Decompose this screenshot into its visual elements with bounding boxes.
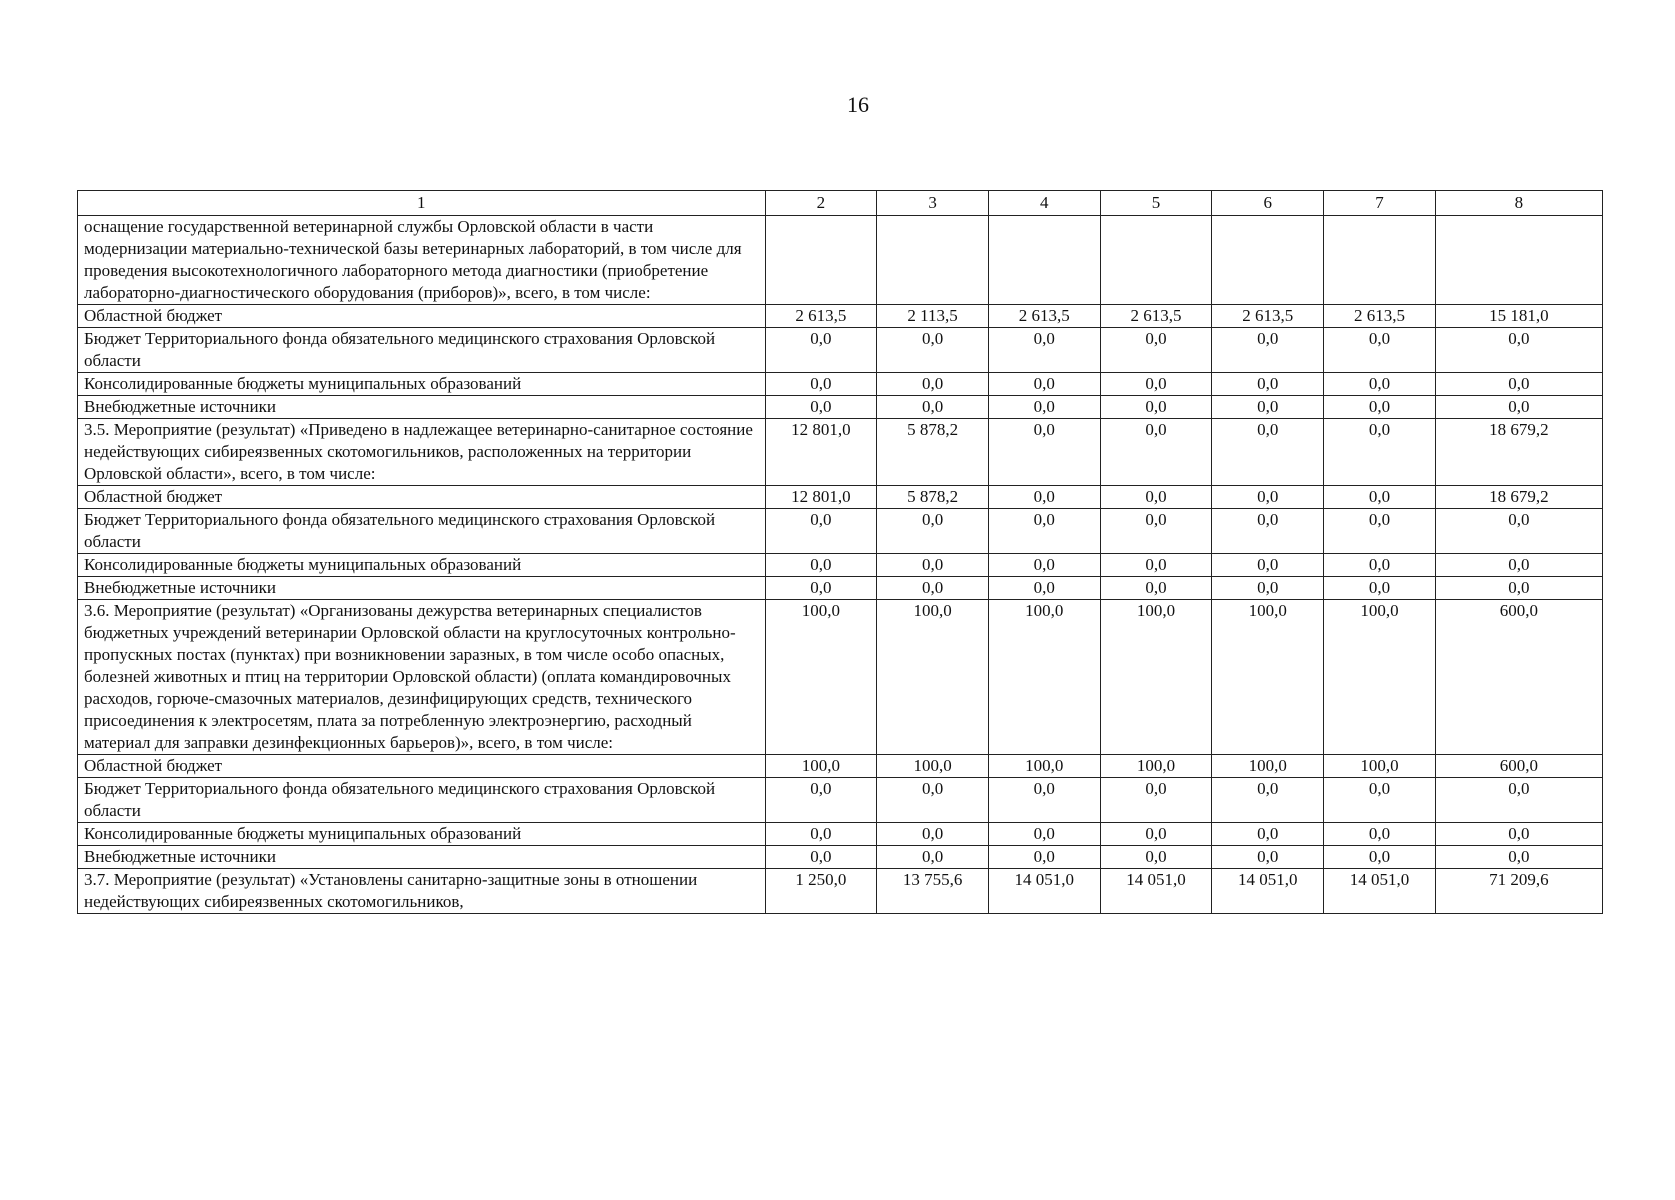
row-value: 0,0: [877, 509, 989, 554]
row-value: 0,0: [765, 846, 877, 869]
row-value: 2 613,5: [765, 305, 877, 328]
row-value: 0,0: [1212, 486, 1324, 509]
row-value: 0,0: [1324, 823, 1436, 846]
row-label: оснащение государственной ветеринарной службы Орловской области в части модернизации материально-технической базы ветеринарных лабораторий, в том числе для проведения высокотехнологичного лабораторного метода диагностики (приобретение лабораторно-диагностического оборудования (приборов)», всего, в том числе:: [78, 216, 766, 305]
row-value: 100,0: [1324, 755, 1436, 778]
row-value: 5 878,2: [877, 486, 989, 509]
row-value: 600,0: [1435, 755, 1602, 778]
table-row: [78, 577, 1603, 600]
row-value: 0,0: [1212, 554, 1324, 577]
row-label: Областной бюджет: [78, 755, 766, 778]
row-value: 0,0: [1435, 373, 1602, 396]
row-label: Внебюджетные источники: [78, 846, 766, 869]
row-value: 100,0: [988, 600, 1100, 755]
row-value: 14 051,0: [1324, 869, 1436, 914]
row-value: 0,0: [1435, 846, 1602, 869]
row-value: 0,0: [1324, 419, 1436, 486]
row-value: 12 801,0: [765, 419, 877, 486]
column-header: 1: [78, 191, 766, 216]
row-value: 0,0: [765, 373, 877, 396]
row-value: 2 613,5: [1100, 305, 1212, 328]
table-row: [78, 373, 1603, 396]
row-value: 0,0: [1435, 509, 1602, 554]
table-row: [78, 600, 1603, 755]
row-value: 0,0: [765, 778, 877, 823]
row-value: 100,0: [877, 755, 989, 778]
row-label: Консолидированные бюджеты муниципальных образований: [78, 823, 766, 846]
row-label: Консолидированные бюджеты муниципальных образований: [78, 373, 766, 396]
table-row: [78, 419, 1603, 486]
table-row: [78, 755, 1603, 778]
row-value: 100,0: [1100, 755, 1212, 778]
row-value: 0,0: [1324, 577, 1436, 600]
row-value: 0,0: [1324, 554, 1436, 577]
row-value: 12 801,0: [765, 486, 877, 509]
row-value: 0,0: [765, 577, 877, 600]
column-header: 7: [1324, 191, 1436, 216]
row-value: 15 181,0: [1435, 305, 1602, 328]
row-value: 0,0: [988, 396, 1100, 419]
table-body: [78, 216, 1603, 914]
row-value: 100,0: [988, 755, 1100, 778]
row-value: 100,0: [1212, 600, 1324, 755]
row-value: 0,0: [1212, 373, 1324, 396]
row-value: 0,0: [1212, 328, 1324, 373]
row-value: [988, 216, 1100, 305]
table-row: [78, 554, 1603, 577]
row-value: 0,0: [877, 373, 989, 396]
table-row: [78, 778, 1603, 823]
table-header-row: [78, 191, 1603, 216]
row-value: 0,0: [1324, 328, 1436, 373]
row-value: 100,0: [765, 600, 877, 755]
row-value: 0,0: [877, 778, 989, 823]
row-value: 0,0: [1435, 577, 1602, 600]
row-value: 0,0: [1212, 396, 1324, 419]
row-value: 0,0: [988, 328, 1100, 373]
row-value: 100,0: [1324, 600, 1436, 755]
row-value: 0,0: [1100, 554, 1212, 577]
row-value: 2 613,5: [988, 305, 1100, 328]
table-row: [78, 328, 1603, 373]
row-value: 0,0: [1212, 823, 1324, 846]
row-value: 0,0: [988, 577, 1100, 600]
row-label: Бюджет Территориального фонда обязательного медицинского страхования Орловской области: [78, 509, 766, 554]
row-value: 2 613,5: [1324, 305, 1436, 328]
row-label: Бюджет Территориального фонда обязательного медицинского страхования Орловской области: [78, 778, 766, 823]
row-value: 0,0: [1100, 577, 1212, 600]
table-row: [78, 846, 1603, 869]
row-value: 14 051,0: [1212, 869, 1324, 914]
row-value: 71 209,6: [1435, 869, 1602, 914]
row-value: 0,0: [1100, 846, 1212, 869]
row-value: 0,0: [1435, 823, 1602, 846]
column-header: 6: [1212, 191, 1324, 216]
row-value: 0,0: [988, 509, 1100, 554]
row-value: 0,0: [1435, 396, 1602, 419]
row-label: Бюджет Территориального фонда обязательного медицинского страхования Орловской области: [78, 328, 766, 373]
row-value: 1 250,0: [765, 869, 877, 914]
row-label: Областной бюджет: [78, 486, 766, 509]
column-header: 4: [988, 191, 1100, 216]
row-value: 600,0: [1435, 600, 1602, 755]
row-value: 0,0: [1100, 823, 1212, 846]
row-value: 13 755,6: [877, 869, 989, 914]
row-value: 0,0: [1212, 778, 1324, 823]
row-value: 100,0: [1212, 755, 1324, 778]
row-value: 0,0: [1435, 778, 1602, 823]
row-value: 0,0: [1100, 509, 1212, 554]
row-value: 0,0: [877, 328, 989, 373]
row-value: [765, 216, 877, 305]
row-value: 0,0: [765, 509, 877, 554]
row-value: [1324, 216, 1436, 305]
row-value: 0,0: [877, 823, 989, 846]
row-value: 0,0: [1212, 577, 1324, 600]
row-label: Внебюджетные источники: [78, 577, 766, 600]
row-value: [1100, 216, 1212, 305]
column-header: 3: [877, 191, 989, 216]
row-value: [877, 216, 989, 305]
row-value: 0,0: [765, 554, 877, 577]
table-row: [78, 396, 1603, 419]
row-value: 0,0: [1324, 778, 1436, 823]
budget-table: [77, 190, 1603, 914]
row-value: 0,0: [988, 823, 1100, 846]
row-value: [1435, 216, 1602, 305]
column-header: 8: [1435, 191, 1602, 216]
row-value: 0,0: [1100, 778, 1212, 823]
row-value: 0,0: [877, 554, 989, 577]
column-header: 5: [1100, 191, 1212, 216]
row-value: 0,0: [765, 328, 877, 373]
row-value: 0,0: [1435, 328, 1602, 373]
row-value: 14 051,0: [988, 869, 1100, 914]
row-value: [1212, 216, 1324, 305]
row-value: 0,0: [1212, 846, 1324, 869]
row-value: 0,0: [1100, 419, 1212, 486]
row-value: 18 679,2: [1435, 419, 1602, 486]
row-value: 18 679,2: [1435, 486, 1602, 509]
row-value: 0,0: [1212, 419, 1324, 486]
row-value: 0,0: [1100, 373, 1212, 396]
table-row: [78, 305, 1603, 328]
row-value: 0,0: [988, 419, 1100, 486]
row-value: 0,0: [1324, 373, 1436, 396]
row-value: 14 051,0: [1100, 869, 1212, 914]
row-label: 3.7. Мероприятие (результат) «Установлены санитарно-защитные зоны в отношении недействующих сибиреязвенных скотомогильников,: [78, 869, 766, 914]
table-row: [78, 869, 1603, 914]
row-value: 0,0: [877, 396, 989, 419]
row-value: 0,0: [765, 396, 877, 419]
row-value: 100,0: [877, 600, 989, 755]
table-row: [78, 509, 1603, 554]
row-label: Внебюджетные источники: [78, 396, 766, 419]
row-value: 0,0: [1100, 328, 1212, 373]
row-value: 0,0: [1100, 486, 1212, 509]
row-value: 100,0: [765, 755, 877, 778]
row-value: 0,0: [1324, 509, 1436, 554]
row-value: 2 113,5: [877, 305, 989, 328]
column-header: 2: [765, 191, 877, 216]
row-value: 0,0: [988, 554, 1100, 577]
row-label: Консолидированные бюджеты муниципальных образований: [78, 554, 766, 577]
row-label: 3.5. Мероприятие (результат) «Приведено в надлежащее ветеринарно-санитарное состояние недействующих сибиреязвенных скотомогильников, расположенных на территории Орловской области», всего, в том числе:: [78, 419, 766, 486]
row-value: 5 878,2: [877, 419, 989, 486]
row-value: 0,0: [988, 778, 1100, 823]
row-value: 0,0: [1212, 509, 1324, 554]
row-value: 0,0: [877, 846, 989, 869]
row-value: 100,0: [1100, 600, 1212, 755]
page-number: 16: [847, 92, 869, 117]
row-label: Областной бюджет: [78, 305, 766, 328]
row-value: 0,0: [1100, 396, 1212, 419]
table-row: [78, 486, 1603, 509]
row-value: 0,0: [1435, 554, 1602, 577]
row-value: 0,0: [988, 486, 1100, 509]
row-label: 3.6. Мероприятие (результат) «Организованы дежурства ветеринарных специалистов бюджетных учреждений ветеринарии Орловской области на круглосуточных контрольно-пропускных постах (пунктах) при возникновении заразных, в том числе особо опасных, болезней животных и птиц на территории Орловской области) (оплата командировочных расходов, горюче-смазочных материалов, дезинфицирующих средств, технического присоединения к электросетям, плата за потребленную электроэнергию, расходный материал для заправки дезинфекционных барьеров)», всего, в том числе:: [78, 600, 766, 755]
table-row: [78, 823, 1603, 846]
row-value: 0,0: [765, 823, 877, 846]
row-value: 0,0: [1324, 396, 1436, 419]
row-value: 0,0: [1324, 486, 1436, 509]
table-row: [78, 216, 1603, 305]
row-value: 0,0: [988, 373, 1100, 396]
row-value: 0,0: [988, 846, 1100, 869]
row-value: 0,0: [1324, 846, 1436, 869]
row-value: 2 613,5: [1212, 305, 1324, 328]
row-value: 0,0: [877, 577, 989, 600]
